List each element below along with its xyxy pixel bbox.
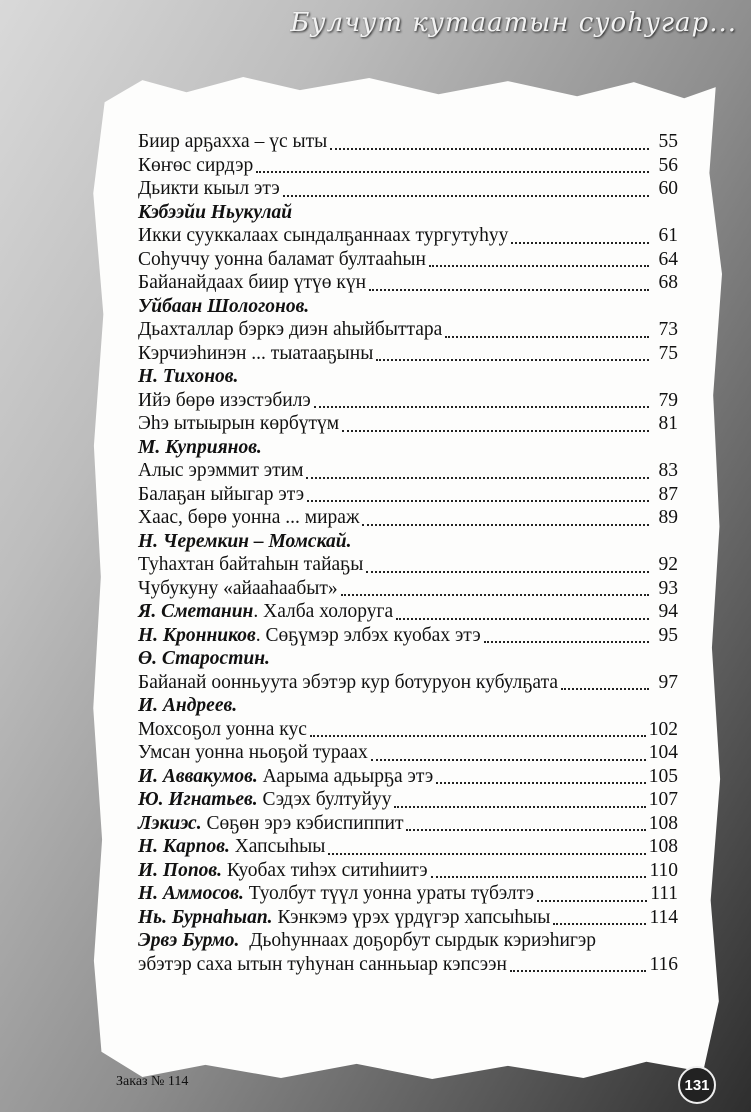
toc-leader-dots	[256, 171, 649, 173]
toc-entry-title: эбэтэр саха ытын туһунан санньыар кэпсээн	[138, 953, 507, 975]
print-order-number: Заказ № 114	[116, 1074, 189, 1089]
toc-entry-title: Балаҕан ыйыгар этэ	[138, 483, 305, 505]
toc-entry	[138, 506, 678, 530]
toc-leader-dots	[537, 900, 647, 902]
toc-entry	[138, 553, 678, 577]
toc-entry	[138, 741, 678, 765]
toc-author-heading: Ө. Старостин.	[138, 648, 270, 669]
toc-leader-dots	[394, 806, 645, 808]
toc-entry-page: 95	[658, 624, 678, 646]
toc-entry-page: 93	[658, 577, 678, 599]
toc-leader-dots	[511, 242, 649, 244]
toc-entry	[138, 788, 678, 812]
toc-leader-dots	[307, 500, 649, 502]
toc-entry	[138, 318, 678, 342]
toc-entry-title: . Сөҕүмэр элбэх куобах этэ	[255, 624, 481, 646]
toc-entry	[138, 929, 678, 953]
toc-entry-page: 75	[658, 342, 678, 364]
toc-entry	[138, 765, 678, 789]
toc-entry-page: 114	[649, 906, 678, 928]
toc-entry-title: Туолбут түүл уонна ураты түбэлтэ	[243, 883, 535, 904]
toc-entry-page: 56	[658, 154, 678, 176]
toc-entry	[138, 906, 678, 930]
toc-entry-title: Сэдэх бултуйуу	[257, 789, 392, 810]
toc-entry-title: Алыс эрэммит этим	[138, 460, 304, 481]
toc-entry-author: И. Попов.	[138, 859, 223, 881]
toc-entry	[138, 248, 678, 272]
toc-entry-title: Куобах тиһэх ситиһиитэ	[222, 859, 428, 881]
toc-entry-author: И. Аввакумов.	[138, 765, 258, 787]
toc-entry-title: . Халба холоруга	[253, 601, 394, 622]
toc-entry-title: Кэрчиэһинэн ... тыатааҕыны	[138, 342, 374, 364]
toc-entry	[138, 671, 678, 695]
toc-leader-dots	[561, 688, 649, 690]
toc-entry-title: Аарыма адьырҕа этэ	[257, 765, 434, 787]
toc-entry-title: Соһуччу уонна баламат бултааһын	[138, 248, 426, 270]
toc-entry	[138, 389, 678, 413]
toc-leader-dots	[436, 782, 645, 784]
toc-entry-page: 87	[658, 483, 678, 505]
toc-leader-dots	[362, 524, 649, 526]
page-number-badge: 131	[678, 1066, 716, 1104]
toc-leader-dots	[376, 359, 649, 361]
toc-entry-page: 94	[658, 601, 678, 622]
toc-entry	[138, 600, 678, 624]
toc-leader-dots	[314, 406, 649, 408]
toc-entry-page: 108	[648, 836, 678, 857]
toc-leader-dots	[406, 829, 645, 831]
toc-entry-title: Кэнкэмэ үрэх үрдүгэр хапсыһыы	[272, 906, 551, 928]
toc-leader-dots	[342, 430, 649, 432]
toc-author-heading: М. Куприянов.	[138, 436, 262, 458]
toc-entry-title: Туһахтан байтаһын тайаҕы	[138, 554, 364, 575]
toc-entry	[138, 835, 678, 859]
toc-leader-dots	[371, 759, 646, 761]
toc-entry-page: 97	[658, 671, 678, 693]
toc-entry	[138, 412, 678, 436]
toc-leader-dots	[553, 923, 646, 925]
toc-leader-dots	[310, 735, 646, 737]
toc-entry-title: Хаас, бөрө уонна ... мираж	[138, 507, 360, 528]
running-header: Булчут кутаатын суоһугар...	[290, 8, 737, 38]
toc-author-heading: Н. Черемкин – Момскай.	[138, 530, 352, 552]
toc-entry-author: Н. Кронников	[138, 624, 256, 646]
toc-entry-page: 89	[658, 507, 678, 528]
toc-entry-title: Эһэ ытыырын көрбүтүм	[138, 413, 340, 434]
toc-entry-page: 64	[658, 248, 678, 270]
toc-entry-page: 92	[658, 554, 678, 575]
toc-leader-dots	[330, 148, 649, 150]
toc-entry-page: 81	[658, 413, 678, 434]
toc-entry-title: Байанайдаах биир үтүө күн	[138, 272, 367, 293]
toc-entry-page: 60	[658, 178, 678, 199]
toc-entry-title: Биир арҕахха – үс ыты	[138, 131, 328, 152]
toc-entry-page: 61	[658, 225, 678, 246]
toc-leader-dots	[431, 876, 647, 878]
toc-entry-title: Байанай оонньуута эбэтэр кур ботуруон кубулҕата	[138, 671, 558, 693]
toc-entry-page: 73	[658, 319, 678, 340]
toc-entry-page: 107	[648, 789, 678, 810]
toc-entry-page: 110	[649, 859, 678, 881]
toc-entry-page: 116	[649, 953, 678, 975]
toc-entry	[138, 177, 678, 201]
toc-entry	[138, 953, 678, 977]
toc-entry-title: Хапсыһыы	[229, 836, 326, 857]
toc-entry-page: 68	[658, 272, 678, 293]
toc-leader-dots	[510, 970, 647, 972]
toc-entry-page: 55	[658, 131, 678, 152]
toc-entry-author: Н. Аммосов.	[138, 883, 244, 904]
toc-entry-author: Нь. Бурнаһыап.	[138, 906, 273, 928]
toc-leader-dots	[283, 195, 649, 197]
toc-entry-author: Ю. Игнатьев.	[138, 789, 258, 810]
toc-entry	[138, 459, 678, 483]
toc-entry	[138, 271, 678, 295]
toc-entry-title: Сөҕөн эрэ кэбиспиппит	[201, 812, 404, 834]
toc-leader-dots	[445, 336, 649, 338]
toc-entry-page: 105	[648, 765, 678, 787]
toc-entry	[138, 483, 678, 507]
toc-entry-page: 104	[648, 742, 678, 763]
toc-entry	[138, 342, 678, 366]
toc-entry-title: Умсан уонна ньоҕой тураах	[138, 742, 368, 763]
toc-entry-title: Чубукуну «айааһаабыт»	[138, 577, 338, 599]
toc-entry-page: 111	[650, 883, 678, 904]
toc-entry-page: 108	[648, 812, 678, 834]
toc-entry	[138, 224, 678, 248]
toc-author-heading: И. Андреев.	[138, 695, 238, 716]
toc-entry-title: Көҥөс сирдэр	[138, 154, 254, 176]
toc-entry-title: Ийэ бөрө изэстэбилэ	[138, 389, 311, 411]
toc-leader-dots	[306, 477, 649, 479]
toc-entry	[138, 130, 678, 154]
toc-author-heading: Уйбаан Шологонов.	[138, 295, 310, 317]
toc-entry-page: 79	[658, 389, 678, 411]
toc-leader-dots	[328, 853, 645, 855]
toc-entry-author: Н. Карпов.	[138, 836, 230, 857]
toc-entry-title: Дьикти кыыл этэ	[138, 178, 280, 199]
toc-leader-dots	[341, 594, 649, 596]
toc-entry-title: Мохсоҕол уонна кус	[138, 718, 307, 740]
toc-leader-dots	[429, 265, 649, 267]
toc-author-heading: Н. Тихонов.	[138, 366, 239, 387]
toc-author-heading: Кэбээйи Ньукулай	[138, 201, 293, 223]
toc-entry-author: Эрвэ Бурмо.	[138, 930, 240, 951]
toc-leader-dots	[484, 641, 649, 643]
toc-entry-page: 83	[658, 460, 678, 481]
toc-leader-dots	[396, 618, 649, 620]
toc-entry-title: Дьахталлар бэркэ диэн аһыйбыттара	[138, 319, 443, 340]
toc-entry-author: Я. Сметанин	[138, 601, 254, 622]
toc-entry-title: Икки сууккалаах сындалҕаннаах тургутуһуу	[138, 225, 509, 246]
toc-entry-author: Лэкиэс.	[138, 812, 202, 834]
toc-entry	[138, 812, 678, 836]
toc-entry	[138, 154, 678, 178]
toc-entry-title: Дьоһуннаах доҕорбут сырдык кэриэһигэр	[239, 930, 597, 951]
toc-entry	[138, 718, 678, 742]
toc-leader-dots	[369, 289, 649, 291]
toc-entry	[138, 859, 678, 883]
toc-entry-page: 102	[648, 718, 678, 740]
toc-leader-dots	[366, 571, 649, 573]
toc-entry	[138, 624, 678, 648]
toc-entry	[138, 882, 678, 906]
toc-entry	[138, 577, 678, 601]
table-of-contents	[138, 130, 678, 976]
